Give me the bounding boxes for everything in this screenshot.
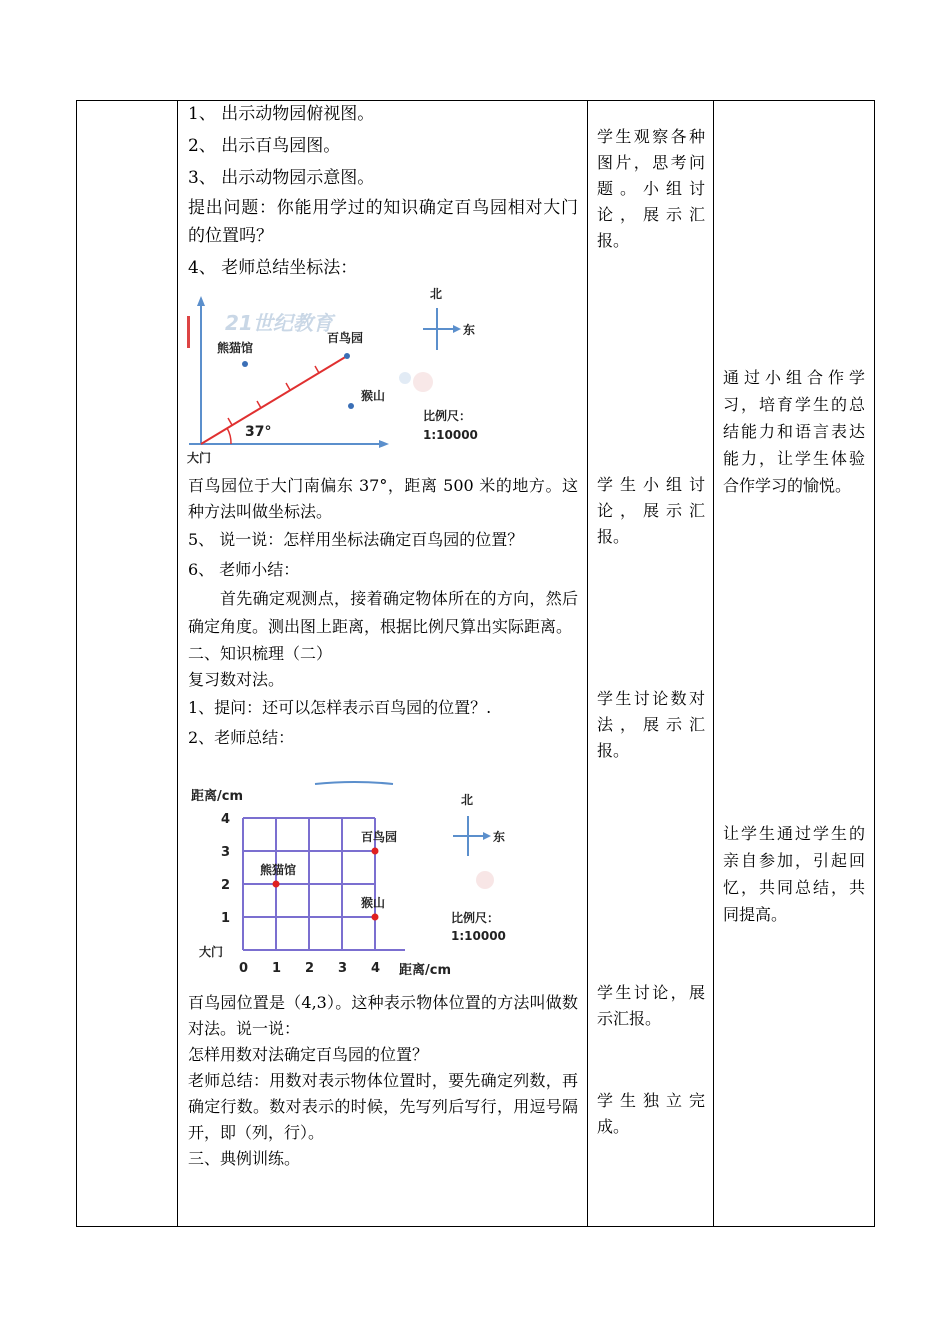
gate-label: 大门 <box>187 451 212 465</box>
table-col-divider-3 <box>713 100 714 1227</box>
data-point-label: 熊猫馆 <box>260 863 297 877</box>
north-label: 北 <box>430 287 443 301</box>
x-axis-label: 距离/cm <box>399 963 452 978</box>
y-tick-label: 3 <box>221 845 231 860</box>
angle-label: 37° <box>245 424 272 440</box>
grid-scale-label: 比例尺： <box>451 911 500 925</box>
direction-diagram <box>185 282 495 468</box>
east-label: 东 <box>463 323 476 337</box>
question: 提出问题：你能用学过的知识确定百鸟园相对大门的位置吗？ <box>188 198 578 246</box>
panda-point <box>242 361 248 367</box>
step-1: 1、 出示动物园俯视图。 <box>188 104 375 124</box>
teaching-process-column <box>188 98 578 286</box>
design-intent-1: 通过小组合作学习，培育学生的总结能力和语言表达能力，让学生体验合作学习的愉悦。 <box>723 368 865 495</box>
data-point-label: 百鸟园 <box>361 830 398 844</box>
section-2-title: 二、知识梳理（二） <box>188 644 333 663</box>
monkey-point <box>348 403 354 409</box>
table-col-divider-2 <box>587 100 588 1227</box>
table-left-border <box>76 100 77 1227</box>
y-tick-label: 2 <box>221 878 231 893</box>
grid-east-label: 东 <box>493 830 506 844</box>
x-tick-label: 3 <box>338 961 348 976</box>
question-1: 1、提问：还可以怎样表示百鸟园的位置？. <box>188 698 492 717</box>
panda-label: 熊猫馆 <box>217 341 254 355</box>
x-tick-label: 4 <box>371 961 381 976</box>
student-activity-1: 学生观察各种图片，思考问题。小组讨论，展示汇报。 <box>597 127 705 250</box>
question-2: 2、老师总结： <box>188 728 295 747</box>
data-point <box>372 914 379 921</box>
x-tick-label: 2 <box>305 961 315 976</box>
watermark-mark <box>187 316 190 348</box>
coordinate-description: 百鸟园位于大门南偏东 37°，距离 500 米的地方。这种方法叫做坐标法。 <box>188 476 578 521</box>
data-point-label: 猴山 <box>361 896 386 910</box>
coordinate-method-text <box>188 473 578 753</box>
y-tick-label: 4 <box>221 812 231 827</box>
y-tick-label: 1 <box>221 911 231 926</box>
table-right-border <box>874 100 875 1227</box>
watermark: 21世纪教育 <box>225 311 333 335</box>
data-point <box>273 881 280 888</box>
table-col-divider-1 <box>177 100 178 1227</box>
student-activity-5: 学生独立完成。 <box>597 1091 705 1136</box>
section-3-title: 三、典例训练。 <box>188 1149 301 1168</box>
x-tick-label: 0 <box>239 961 249 976</box>
step-3: 3、 出示动物园示意图。 <box>188 168 375 188</box>
direction-ray <box>201 356 347 444</box>
grid-scale-value: 1:10000 <box>451 929 506 943</box>
step-5: 5、 说一说：怎样用坐标法确定百鸟园的位置？ <box>188 530 524 549</box>
data-point <box>372 848 379 855</box>
monkey-label: 猴山 <box>361 389 386 403</box>
review-number-pair: 复习数对法。 <box>188 670 285 689</box>
student-activity-2: 学生小组讨论，展示汇报。 <box>597 475 705 546</box>
step-6: 6、 老师小结： <box>188 560 300 579</box>
bird-park-point <box>344 353 350 359</box>
bird-park-label: 百鸟园 <box>327 331 364 345</box>
y-axis-label: 距离/cm <box>191 789 244 804</box>
step-4: 4、 老师总结坐标法： <box>188 258 358 278</box>
number-pair-question: 怎样用数对法确定百鸟园的位置？ <box>188 1045 429 1064</box>
design-intent-2: 让学生通过学生的亲自参加，引起回忆，共同总结，共同提高。 <box>723 824 865 924</box>
origin-label: 大门 <box>199 945 224 959</box>
grid-north-label: 北 <box>461 793 474 807</box>
teacher-summary: 首先确定观测点，接着确定物体所在的方向，然后确定角度。测出图上距离，根据比例尺算出实际距离。 <box>188 589 578 636</box>
table-bottom-border <box>76 1226 875 1227</box>
student-activity-4: 学生讨论，展示汇报。 <box>597 983 705 1028</box>
x-tick-label: 1 <box>272 961 282 976</box>
scale-label: 比例尺： <box>423 409 472 423</box>
number-pair-chart <box>185 780 525 980</box>
number-pair-text <box>188 990 578 1172</box>
step-2: 2、 出示百鸟园图。 <box>188 136 341 156</box>
scale-value: 1:10000 <box>423 428 478 442</box>
teacher-conclusion: 老师总结：用数对表示物体位置时，要先确定列数，再确定行数。数对表示的时候，先写列后写行，用逗号隔开，即（列，行）。 <box>188 1071 578 1142</box>
student-activity-3: 学生讨论数对法，展示汇报。 <box>597 689 705 760</box>
position-statement: 百鸟园位置是（4,3）。这种表示物体位置的方法叫做数对法。说一说： <box>188 993 578 1038</box>
